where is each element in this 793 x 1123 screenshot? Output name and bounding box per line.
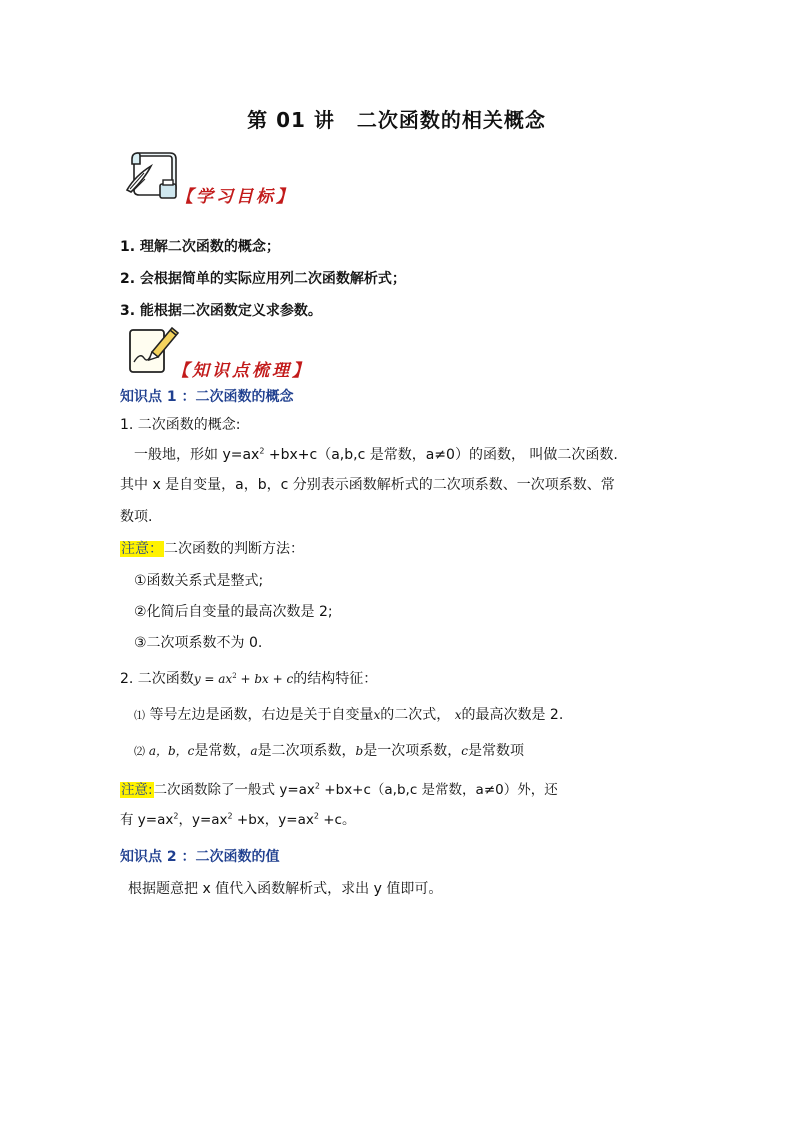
feature-2: ⑵ a，b，c是常数，a是二次项系数，b是一次项系数，c是常数项 [134, 743, 524, 759]
goal-item-3: 3. 能根据二次函数定义求参数。 [120, 303, 322, 319]
kp1-item1-title: 1. 二次函数的概念: [120, 417, 241, 433]
feature-1: ⑴ 等号左边是函数，右边是关于自变量x的二次式， x的最高次数是 2. [134, 707, 564, 723]
note-label: 注意： [121, 541, 163, 557]
kp1-desc-line2: 数项. [120, 509, 153, 525]
kp1-item2: 2. 二次函数$y = ax^2$ + bx + c的结构特征： [120, 671, 378, 687]
rule-1: ①函数关系式是整式; [134, 573, 264, 589]
kp1-note2-line2: 有 $y=ax^2$，$y=ax^2 +bx$，$y=ax^2 +c$。 [120, 811, 356, 828]
lecture-number: 第 01 讲 [247, 108, 335, 132]
goal-item-1: 1. 理解二次函数的概念； [120, 239, 280, 255]
kp2-heading: 知识点 2 ：二次函数的值 [120, 849, 280, 865]
kp2-text: 根据题意把 x 值代入函数解析式，求出 y 值即可。 [128, 881, 443, 897]
rule-2: ②化简后自变量的最高次数是 2; [134, 604, 333, 620]
scroll-quill-inkpot-icon [124, 150, 182, 202]
kp1-desc-line1: 其中 x 是自变量，a，b，c 分别表示函数解析式的二次项系数、一次项系数、常 [120, 477, 615, 493]
general-formula: $y = ax^2$ + bx + c [193, 672, 294, 686]
kp1-note2-line1: 注意:二次函数除了一般式 $y=ax^2 +bx+c(a,b,c$ 是常数，a≠0）外，还 [121, 781, 558, 798]
kp1-note: 注意：二次函数的判断方法： [121, 541, 304, 557]
kp1-heading: 知识点 1 ：二次函数的概念 [120, 389, 294, 405]
rule-3: ③二次项系数不为 0. [134, 635, 263, 651]
kp1-definition: 一般地，形如 $y=ax^2 +bx+c(a,b,c$ 是常数，a≠0）的函数， 叫做二次函数. [134, 446, 618, 463]
knowledge-banner: 【知识点梳理】 [172, 361, 312, 381]
goals-banner: 【学习目标】 [176, 187, 296, 207]
lecture-topic: 二次函数的相关概念 [356, 108, 546, 132]
goal-item-2: 2. 会根据简单的实际应用列二次函数解析式； [120, 271, 406, 287]
page-title [0, 104, 793, 133]
note2-label: 注意: [121, 782, 153, 798]
